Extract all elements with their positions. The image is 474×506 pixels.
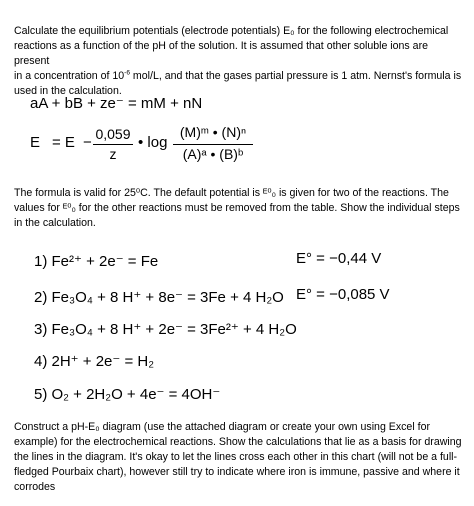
reaction-4: 4) 2H⁺ + 2e⁻ = H₂ xyxy=(34,353,155,370)
reaction-3: 3) Fe₃O₄ + 8 H⁺ + 2e⁻ = 3Fe²⁺ + 4 H₂O xyxy=(34,321,297,338)
note-line: The formula is valid for 25⁰C. The default potential is ᴱ⁰₀ is given for two of the reactions. The xyxy=(14,187,449,199)
nernst-fraction-denominator: z xyxy=(109,146,117,162)
intro-line: reactions as a function of the pH of the solution. It is assumed that other soluble ions are present xyxy=(14,40,428,67)
intro-line: in a concentration of $10^{-6}$ mol/L, and that the gases partial pressure is 1 atm. Nernst's formula is xyxy=(14,69,462,82)
task-paragraph xyxy=(14,420,462,495)
task-line: example) for the electrochemical reactions. Show the calculations that lie as a basis for drawing xyxy=(14,436,462,448)
task-line: the lines in the diagram. It's okay to let the lines cross each other in this chart (will not be a full- xyxy=(14,451,458,463)
nernst-log: • log xyxy=(138,134,168,151)
nernst-minus: − xyxy=(83,134,92,151)
nernst-fraction-line xyxy=(93,144,133,145)
nernst-fraction-numerator: 0,059 xyxy=(95,126,131,142)
reaction-2-potential: E° = −0,085 V xyxy=(296,286,390,303)
note-line: in the calculation. xyxy=(14,217,96,229)
reaction-1: 1) Fe²⁺ + 2e⁻ = Fe xyxy=(34,253,159,270)
reaction-1-potential: E° = −0,44 V xyxy=(296,250,382,267)
intro-line: Calculate the equilibrium potentials (electrode potentials) E₀ for the following electrochemical xyxy=(14,25,449,37)
nernst-eq: = E xyxy=(52,134,75,151)
task-line: Construct a pH-E₀ diagram (use the attached diagram or create your own using Excel for xyxy=(14,421,430,433)
nernst-log-line xyxy=(173,144,253,145)
note-line: values for ᴱ⁰₀ for the other reactions must be removed from the table. Show the individual steps xyxy=(14,202,460,214)
task-line: corrodes xyxy=(14,481,56,493)
task-line: fledged Pourbaix chart), however still try to indicate where iron is immune, passive and where it xyxy=(14,466,460,478)
reaction-5: 5) O₂ + 2H₂O + 4e⁻ = 4OH⁻ xyxy=(34,386,221,403)
formula-note xyxy=(14,186,462,231)
nernst-lhs: E xyxy=(30,134,41,151)
reaction-2: 2) Fe₃O₄ + 8 H⁺ + 8e⁻ = 3Fe + 4 H₂O xyxy=(34,289,284,306)
nernst-log-denominator: (A)ᵃ • (B)ᵇ xyxy=(182,146,244,162)
general-reaction: aA + bB + ze⁻ = mM + nN xyxy=(30,95,203,112)
intro-paragraph xyxy=(14,24,462,99)
intro-line: used in the calculation. xyxy=(14,85,122,97)
nernst-log-numerator: (M)ᵐ • (N)ⁿ xyxy=(179,124,247,140)
